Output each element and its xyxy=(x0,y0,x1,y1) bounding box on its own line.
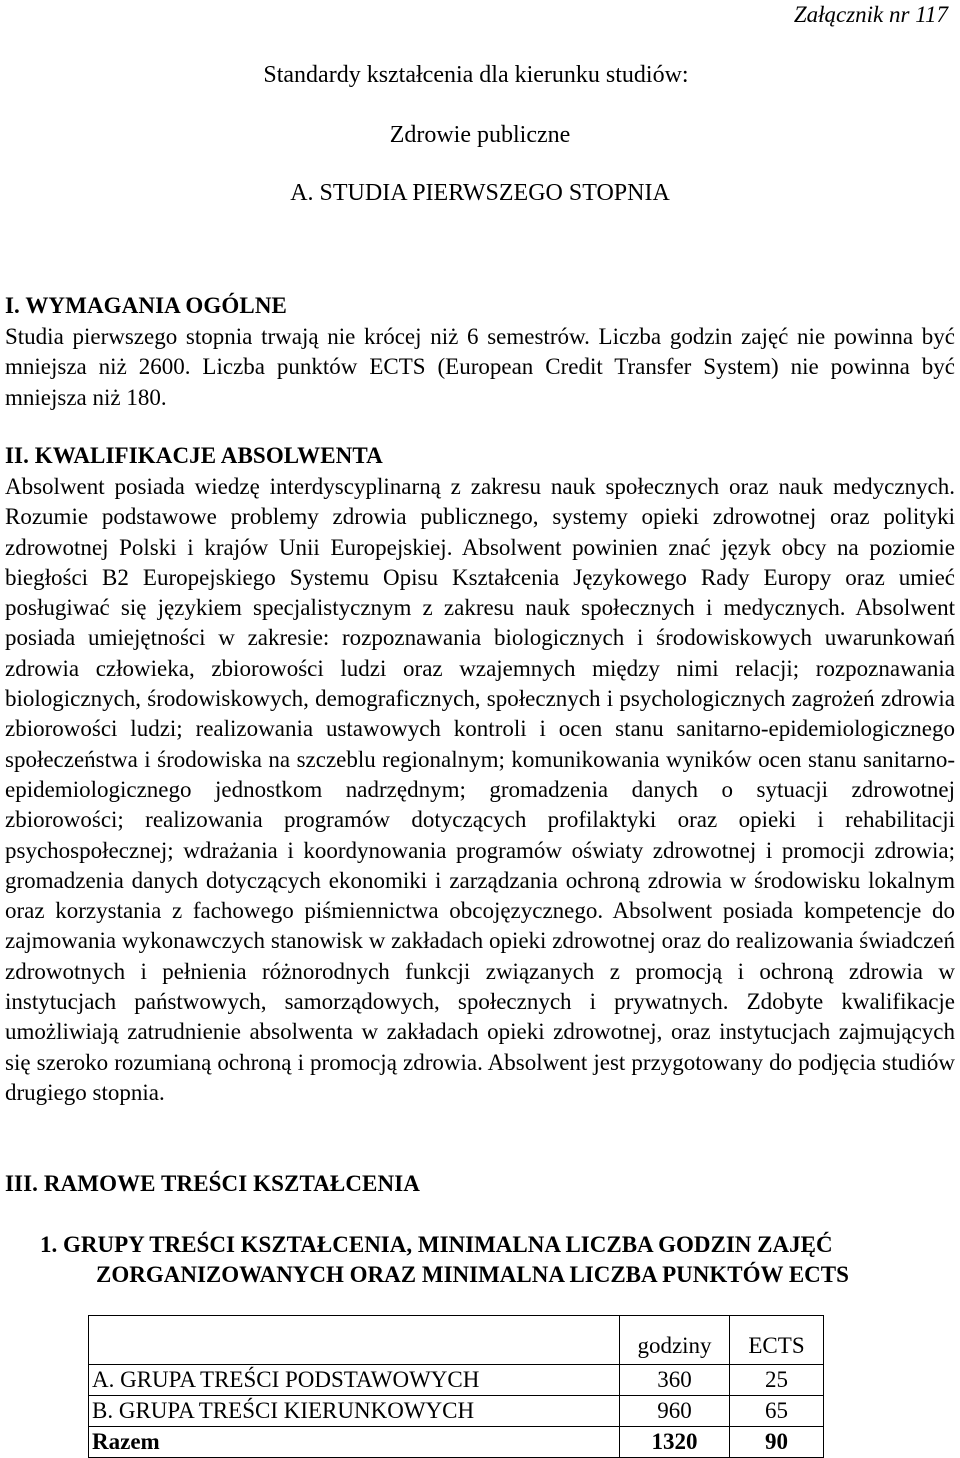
table-row xyxy=(89,1365,824,1396)
table-header-row xyxy=(89,1316,824,1365)
table-cell: 960 xyxy=(620,1396,730,1427)
degree-level-title: A. STUDIA PIERWSZEGO STOPNIA xyxy=(290,180,670,206)
section-heading-general-requirements: I. WYMAGANIA OGÓLNE xyxy=(5,293,287,318)
table-cell: 360 xyxy=(620,1365,730,1396)
table-row xyxy=(89,1396,824,1427)
document-title: Standardy kształcenia dla kierunku studiów: xyxy=(263,62,689,88)
table-cell: 90 xyxy=(730,1427,824,1458)
section-heading-graduate-qualifications: II. KWALIFIKACJE ABSOLWENTA xyxy=(5,443,383,468)
table-cell: 65 xyxy=(730,1396,824,1427)
subsection-heading-line-2: ZORGANIZOWANYCH ORAZ MINIMALNA LICZBA PUNKTÓW ECTS xyxy=(96,1262,849,1287)
content-groups-table xyxy=(88,1315,824,1458)
table-total-row xyxy=(89,1427,824,1458)
annex-label: Załącznik nr 117 xyxy=(793,2,948,27)
table-header-cell xyxy=(89,1316,620,1365)
general-requirements-text: Studia pierwszego stopnia trwają nie krócej niż 6 semestrów. Liczba godzin zajęć nie powinna być mniejsza niż 2600. Liczba punktów ECTS (European Credit Transfer System) nie powinna być mniejsza niż 180. xyxy=(5,324,955,410)
table-cell: 25 xyxy=(730,1365,824,1396)
table-cell: A. GRUPA TREŚCI PODSTAWOWYCH xyxy=(89,1365,620,1396)
table-header-cell: godziny xyxy=(620,1316,730,1365)
table-header-cell: ECTS xyxy=(730,1316,824,1365)
table-cell: B. GRUPA TREŚCI KIERUNKOWYCH xyxy=(89,1396,620,1427)
table-cell: 1320 xyxy=(620,1427,730,1458)
table-cell: Razem xyxy=(89,1427,620,1458)
graduate-qualifications-text: Absolwent posiada wiedzę interdyscyplinarną z zakresu nauk społecznych oraz nauk medycznych. Rozumie podstawowe problemy zdrowia publicznego, systemy opieki zdrowotnej oraz polityki zdrowotnej Polski i krajów Unii Europejskiej. Absolwent powinien znać język obcy na poziomie biegłości B2 Europejskiego Systemu Opisu Kształcenia Językowego Rady Europy oraz umieć posługiwać się językiem specjalistycznym z zakresu nauk społecznych i medycznych. Absolwent posiada umiejętności w zakresie: rozpoznawania biologicznych i środowiskowych uwarunkowań zdrowia człowieka, zbiorowości ludzi oraz wzajemnych między nimi relacji; rozpoznawania biologicznych, środowiskowych, demograficznych, społecznych i psychologicznych zagrożeń zdrowia zbiorowości ludzi; realizowania ustawowych kontroli i ocen stanu sanitarno-epidemiologicznego społeczeństwa i środowiska na szczeblu regionalnym; komunikowania wyników ocen stanu sanitarno-epidemiologicznego jednostkom nadrzędnym; gromadzenia danych o sytuacji zdrowotnej zbiorowości; realizowania programów dotyczących profilaktyki oraz opieki i rehabilitacji psychospołecznej; wdrażania i koordynowania programów oświaty zdrowotnej i promocji zdrowia; gromadzenia danych dotyczących ekonomiki i zarządzania ochroną zdrowia w środowisku lokalnym oraz korzystania z fachowego piśmiennictwa obcojęzycznego. Absolwent posiada kompetencje do zajmowania wykonawczych stanowisk w zakładach opieki zdrowotnej oraz do realizowania świadczeń zdrowotnych i pełnienia różnorodnych funkcji związanych z promocją i ochroną zdrowia w instytucjach państwowych, samorządowych, społecznych i prywatnych. Zdobyte kwalifikacje umożliwiają zatrudnienie absolwenta w zakładach opieki zdrowotnej, oraz instytucjach zajmujących się szeroko rozumianą ochroną i promocją zdrowia. Absolwent jest przygotowany do podjęcia studiów drugiego stopnia. xyxy=(5,474,955,1105)
subsection-heading-content-groups xyxy=(40,1230,950,1290)
field-of-study-title: Zdrowie publiczne xyxy=(389,122,571,148)
subsection-heading-line-1: 1. GRUPY TREŚCI KSZTAŁCENIA, MINIMALNA LICZBA GODZIN ZAJĘĆ xyxy=(40,1232,833,1257)
section-heading-framework-content: III. RAMOWE TREŚCI KSZTAŁCENIA xyxy=(5,1171,420,1196)
